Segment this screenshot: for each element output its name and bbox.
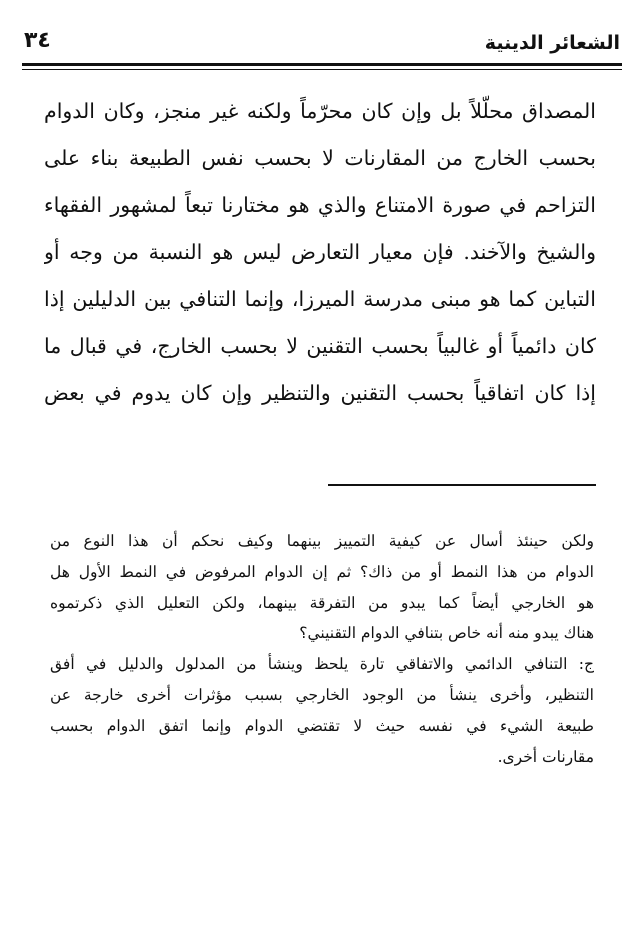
main-text-line: كان دائمياً أو غالبياً بحسب التقنين لا بحسب الخارج، في قبال ما (44, 334, 596, 358)
header-rule-thin (22, 69, 622, 70)
footnote-line: الدوام من هذا النمط أو من ذاك؟ ثم إن الدوام المرفوض في النمط الأول هل (50, 562, 594, 581)
footnote-line: هو الخارجي أيضاً كما يبدو من التفرقة بينهما، ولكن التعليل الذي ذكرتموه (50, 593, 594, 612)
footnote-separator (328, 484, 596, 486)
footnote-line: مقارنات أخرى. (497, 747, 594, 766)
running-title: الشعائر الدينية (484, 32, 620, 54)
footnotes (50, 526, 594, 772)
footnote-line: ج: التنافي الدائمي والاتفاقي تارة يلحظ وينشأ من المدلول والدليل في أفق (50, 655, 594, 674)
main-text-line: إذا كان اتفاقياً بحسب التقنين والتنظير وإن كان يدوم في بعض (44, 381, 596, 405)
main-text-line: التزاحم في صورة الامتناع والذي هو مختارنا تبعاً لمشهور الفقهاء (44, 193, 596, 217)
main-text (44, 88, 596, 417)
main-text-line: التباين كما هو مبنى مدرسة الميرزا، وإنما التنافي بين الدليلين إذا (44, 287, 596, 311)
main-text-line: والشيخ والآخند. فإن معيار التعارض ليس هو النسبة من وجه أو (44, 240, 596, 264)
header-rule-thick (22, 63, 622, 66)
main-text-line: بحسب الخارج من المقارنات لا بحسب نفس الطبيعة بناء على (44, 146, 596, 170)
footnote-line: التنظير، وأخرى ينشأ من الوجود الخارجي بسبب مؤثرات أخرى خارجة عن (50, 685, 594, 704)
footnote-line: ولكن حينئذ أسال عن كيفية التمييز بينهما وكيف نحكم أن هذا النوع من (50, 532, 594, 550)
main-text-line: المصداق محلّلاً بل وإن كان محرّماً ولكنه غير منجز، وكان الدوام (44, 99, 596, 123)
page-header (22, 22, 622, 62)
footnote-line: طبيعة الشيء في نفسه حيث لا تقتضي الدوام وإنما اتفق الدوام بحسب (50, 716, 594, 735)
footnote-line: هناك يبدو منه أنه خاص بتنافي الدوام التقنيني؟ (299, 624, 594, 643)
page-number: ٣٤ (24, 28, 51, 53)
